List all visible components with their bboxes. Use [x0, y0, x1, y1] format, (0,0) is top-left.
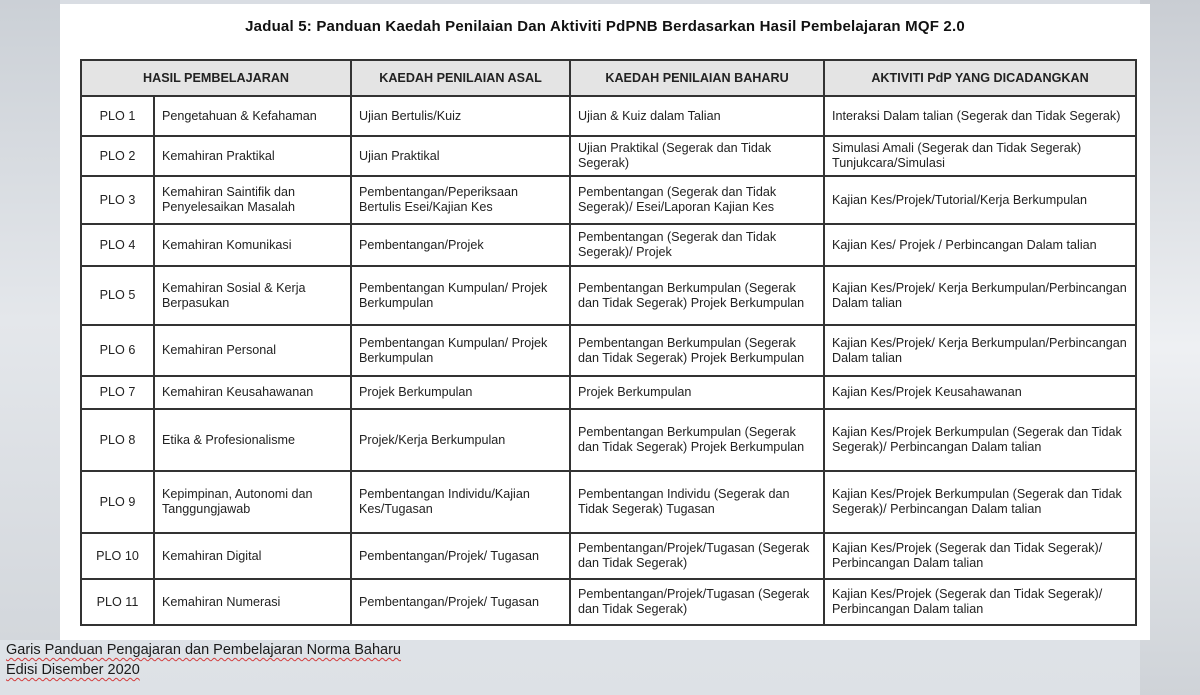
background-left [0, 0, 60, 640]
original-assessment-cell: Pembentangan/Peperiksaan Bertulis Esei/Kajian Kes [351, 176, 570, 224]
footer-edition: Edisi Disember 2020 [6, 662, 140, 678]
learning-outcome-cell: Kemahiran Komunikasi [154, 224, 351, 266]
new-assessment-cell: Pembentangan (Segerak dan Tidak Segerak)/ Projek [570, 224, 824, 266]
plo-cell: PLO 8 [81, 409, 154, 471]
table-row [81, 266, 1136, 325]
original-assessment-cell: Pembentangan Kumpulan/ Projek Berkumpulan [351, 325, 570, 376]
learning-outcome-cell: Kepimpinan, Autonomi dan Tanggungjawab [154, 471, 351, 533]
learning-outcome-cell: Pengetahuan & Kefahaman [154, 96, 351, 136]
new-assessment-cell: Pembentangan Berkumpulan (Segerak dan Tidak Segerak) Projek Berkumpulan [570, 409, 824, 471]
original-assessment-cell: Pembentangan/Projek/ Tugasan [351, 533, 570, 579]
learning-outcome-cell: Kemahiran Keusahawanan [154, 376, 351, 409]
table-row [81, 136, 1136, 176]
original-assessment-cell: Pembentangan Kumpulan/ Projek Berkumpulan [351, 266, 570, 325]
learning-outcome-cell: Kemahiran Saintifik dan Penyelesaikan Masalah [154, 176, 351, 224]
plo-cell: PLO 7 [81, 376, 154, 409]
suggested-activity-cell: Kajian Kes/Projek (Segerak dan Tidak Segerak)/ Perbincangan Dalam talian [824, 579, 1136, 625]
table-title: Jadual 5: Panduan Kaedah Penilaian Dan Aktiviti PdPNB Berdasarkan Hasil Pembelajaran MQF 2.0 [245, 18, 965, 35]
suggested-activity-cell: Kajian Kes/Projek/ Kerja Berkumpulan/Perbincangan Dalam talian [824, 325, 1136, 376]
new-assessment-cell: Projek Berkumpulan [570, 376, 824, 409]
suggested-activity-cell: Kajian Kes/Projek Berkumpulan (Segerak dan Tidak Segerak)/ Perbincangan Dalam talian [824, 409, 1136, 471]
new-assessment-cell: Pembentangan/Projek/Tugasan (Segerak dan Tidak Segerak) [570, 533, 824, 579]
original-assessment-cell: Projek/Kerja Berkumpulan [351, 409, 570, 471]
table-row [81, 96, 1136, 136]
plo-cell: PLO 6 [81, 325, 154, 376]
document-footer [6, 640, 401, 680]
learning-outcome-cell: Kemahiran Numerasi [154, 579, 351, 625]
new-assessment-cell: Ujian & Kuiz dalam Talian [570, 96, 824, 136]
learning-outcome-cell: Etika & Profesionalisme [154, 409, 351, 471]
table-row [81, 533, 1136, 579]
new-assessment-cell: Pembentangan Individu (Segerak dan Tidak Segerak) Tugasan [570, 471, 824, 533]
header-suggested-activity: AKTIVITI PdP YANG DICADANGKAN [824, 60, 1136, 96]
table-row [81, 176, 1136, 224]
table-row [81, 579, 1136, 625]
suggested-activity-cell: Kajian Kes/Projek Keusahawanan [824, 376, 1136, 409]
table-row [81, 224, 1136, 266]
new-assessment-cell: Pembentangan Berkumpulan (Segerak dan Tidak Segerak) Projek Berkumpulan [570, 325, 824, 376]
suggested-activity-cell: Simulasi Amali (Segerak dan Tidak Segerak) Tunjukcara/Simulasi [824, 136, 1136, 176]
learning-outcome-cell: Kemahiran Sosial & Kerja Berpasukan [154, 266, 351, 325]
plo-cell: PLO 11 [81, 579, 154, 625]
footer-guide-title: Garis Panduan Pengajaran dan Pembelajaran Norma Baharu [6, 642, 401, 658]
table-row [81, 376, 1136, 409]
table-row [81, 409, 1136, 471]
new-assessment-cell: Ujian Praktikal (Segerak dan Tidak Segerak) [570, 136, 824, 176]
assessment-guide-table [80, 59, 1137, 626]
document-page [60, 4, 1150, 640]
suggested-activity-cell: Kajian Kes/Projek Berkumpulan (Segerak dan Tidak Segerak)/ Perbincangan Dalam talian [824, 471, 1136, 533]
header-original-assessment: KAEDAH PENILAIAN ASAL [351, 60, 570, 96]
plo-cell: PLO 4 [81, 224, 154, 266]
suggested-activity-cell: Kajian Kes/Projek/Tutorial/Kerja Berkumpulan [824, 176, 1136, 224]
new-assessment-cell: Pembentangan Berkumpulan (Segerak dan Tidak Segerak) Projek Berkumpulan [570, 266, 824, 325]
table-row [81, 325, 1136, 376]
plo-cell: PLO 5 [81, 266, 154, 325]
original-assessment-cell: Projek Berkumpulan [351, 376, 570, 409]
original-assessment-cell: Ujian Bertulis/Kuiz [351, 96, 570, 136]
learning-outcome-cell: Kemahiran Praktikal [154, 136, 351, 176]
new-assessment-cell: Pembentangan (Segerak dan Tidak Segerak)/ Esei/Laporan Kajian Kes [570, 176, 824, 224]
table-body [81, 96, 1136, 625]
plo-cell: PLO 1 [81, 96, 154, 136]
suggested-activity-cell: Kajian Kes/Projek/ Kerja Berkumpulan/Perbincangan Dalam talian [824, 266, 1136, 325]
original-assessment-cell: Ujian Praktikal [351, 136, 570, 176]
original-assessment-cell: Pembentangan Individu/Kajian Kes/Tugasan [351, 471, 570, 533]
plo-cell: PLO 2 [81, 136, 154, 176]
original-assessment-cell: Pembentangan/Projek/ Tugasan [351, 579, 570, 625]
learning-outcome-cell: Kemahiran Digital [154, 533, 351, 579]
table-header-row [81, 60, 1136, 96]
header-new-assessment: KAEDAH PENILAIAN BAHARU [570, 60, 824, 96]
table-row [81, 471, 1136, 533]
header-learning-outcome: HASIL PEMBELAJARAN [81, 60, 351, 96]
suggested-activity-cell: Kajian Kes/ Projek / Perbincangan Dalam talian [824, 224, 1136, 266]
suggested-activity-cell: Interaksi Dalam talian (Segerak dan Tidak Segerak) [824, 96, 1136, 136]
original-assessment-cell: Pembentangan/Projek [351, 224, 570, 266]
new-assessment-cell: Pembentangan/Projek/Tugasan (Segerak dan Tidak Segerak) [570, 579, 824, 625]
plo-cell: PLO 10 [81, 533, 154, 579]
plo-cell: PLO 3 [81, 176, 154, 224]
learning-outcome-cell: Kemahiran Personal [154, 325, 351, 376]
suggested-activity-cell: Kajian Kes/Projek (Segerak dan Tidak Segerak)/ Perbincangan Dalam talian [824, 533, 1136, 579]
plo-cell: PLO 9 [81, 471, 154, 533]
